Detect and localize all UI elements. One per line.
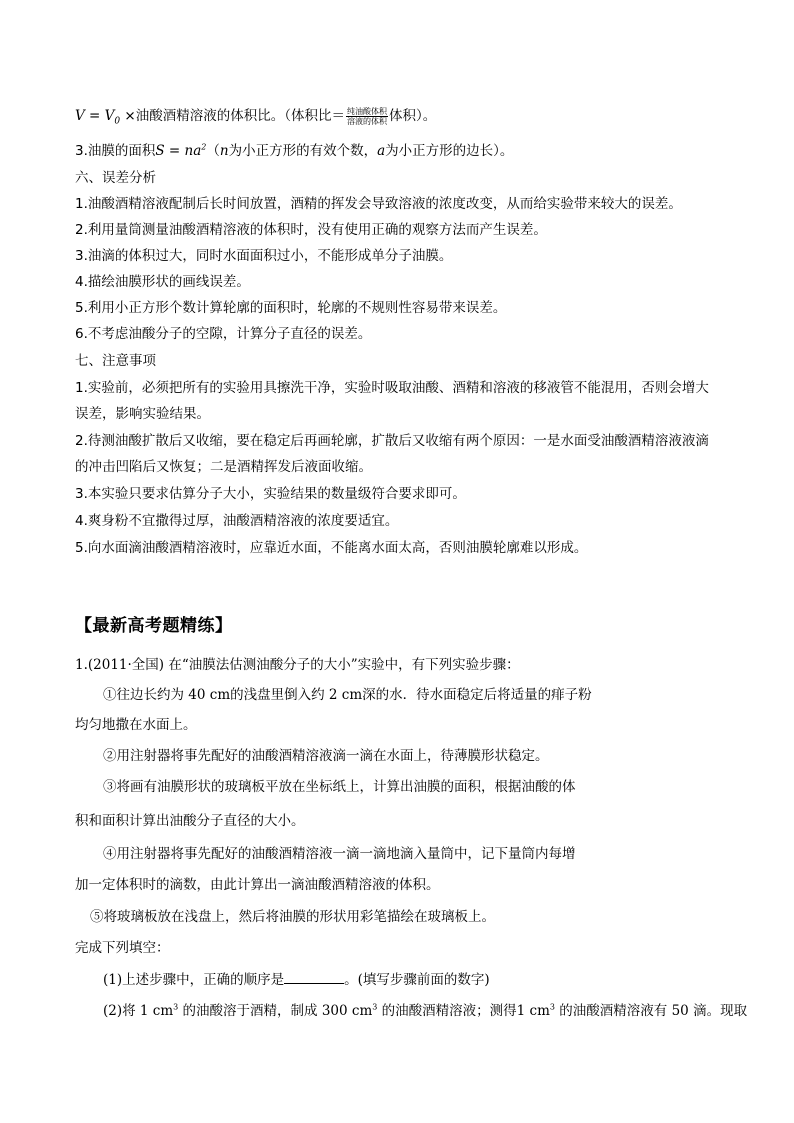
formula-v-lhs: V = V	[75, 108, 115, 124]
step-3-line-b: 积和面积计算出油酸分子直径的大小。	[75, 813, 305, 829]
error-item: 5.利用小正方形个数计算轮廓的面积时，轮廓的不规则性容易带来误差。	[75, 300, 507, 316]
answer-blank[interactable]	[284, 969, 344, 984]
notice-line: 5.向水面滴油酸酒精溶液时，应靠近水面，不能离水面太高，否则油膜轮廓难以形成。	[75, 540, 588, 556]
notice-line: 4.爽身粉不宜撒得过厚，油酸酒精溶液的浓度要适宜。	[75, 513, 399, 529]
step-4-line-b: 加一定体积时的滴数，由此计算出一滴油酸酒精溶液的体积。	[75, 877, 440, 893]
sub-question-2	[103, 1001, 747, 1021]
notice-line: 3.本实验只要求估算分子大小，实验结果的数量级符合要求即可。	[75, 486, 466, 502]
volume-ratio-fraction	[346, 107, 388, 126]
area-formula-a: a	[377, 143, 386, 159]
area-formula-mid2: 为小正方形的边长）。	[385, 143, 514, 159]
area-formula-line	[75, 141, 513, 161]
sub-question-2-part-b: 的油酸溶于酒精，制成 300 cm	[178, 1003, 373, 1019]
exam-section-heading: 【最新高考题精练】	[75, 616, 233, 636]
fill-in-title: 完成下列填空：	[75, 940, 170, 956]
formula-v-subscript: 0	[114, 116, 121, 127]
formula-v-mid: ×油酸酒精溶液的体积比。（体积比＝	[120, 108, 345, 124]
notice-line: 1.实验前，必须把所有的实验用具擦洗干净，实验时吸取油酸、酒精和溶液的移液管不能混用，否则会增大	[75, 380, 709, 396]
step-4-line-a: ④用注射器将事先配好的油酸酒精溶液一滴一滴地滴入量筒中，记下量筒内每增	[103, 846, 576, 862]
sub-question-2-part-d: 的油酸酒精溶液有 50 滴。现取	[555, 1003, 748, 1019]
cubic-superscript: 3	[173, 1002, 179, 1012]
error-item: 2.利用量筒测量油酸酒精溶液的体积时，没有使用正确的观察方法而产生误差。	[75, 222, 547, 238]
area-formula-math: S = na	[155, 143, 202, 159]
cubic-superscript: 3	[372, 1002, 378, 1012]
step-1-line-b: 均匀地撒在水面上。	[75, 717, 197, 733]
cubic-superscript: 3	[549, 1002, 556, 1012]
question-1-intro: 1.(2011·全国) 在“油膜法估测油酸分子的大小”实验中，有下列实验步骤：	[75, 657, 520, 673]
error-item: 4.描绘油膜形状的画线误差。	[75, 274, 250, 290]
sub-question-1-prefix: (1)上述步骤中，正确的顺序是	[103, 972, 285, 988]
step-2: ②用注射器将事先配好的油酸酒精溶液滴一滴在水面上，待薄膜形状稳定。	[103, 748, 549, 764]
area-formula-mid1: 为小正方形的有效个数，	[228, 143, 378, 159]
sub-question-1	[103, 969, 490, 990]
notice-line: 误差，影响实验结果。	[75, 406, 210, 422]
section-7-title: 七、注意事项	[75, 353, 156, 369]
volume-formula-line	[75, 106, 436, 132]
step-3-line-a: ③将画有油膜形状的玻璃板平放在坐标纸上，计算出油膜的面积，根据油酸的体	[103, 779, 576, 795]
notice-line: 的冲击凹陷后又恢复；二是酒精挥发后液面收缩。	[75, 459, 372, 475]
step-5: ⑤将玻璃板放在浅盘上，然后将油膜的形状用彩笔描绘在玻璃板上。	[90, 909, 495, 925]
area-formula-exponent: 2	[201, 142, 207, 152]
error-item: 3.油滴的体积过大，同时水面面积过小，不能形成单分子油膜。	[75, 248, 453, 264]
sub-question-2-part-c: 的油酸酒精溶液；测得1 cm	[377, 1003, 550, 1019]
area-formula-n: n	[219, 143, 229, 159]
notice-line: 2.待测油酸扩散后又收缩，要在稳定后再画轮廓，扩散后又收缩有两个原因：一是水面受油酸酒精溶液液滴	[75, 433, 709, 449]
area-formula-prefix: 3.油膜的面积	[75, 143, 156, 159]
fraction-denominator: 溶液的体积	[347, 116, 387, 126]
section-6-title: 六、误差分析	[75, 170, 156, 186]
formula-v-tail: 体积）。	[389, 108, 437, 124]
error-item: 6.不考虑油酸分子的空隙，计算分子直径的误差。	[75, 326, 372, 342]
error-item: 1.油酸酒精溶液配制后长时间放置，酒精的挥发会导致溶液的浓度改变，从而给实验带来较大的误差。	[75, 196, 682, 212]
area-formula-open: （	[206, 143, 220, 159]
sub-question-1-suffix: 。(填写步骤前面的数字)	[344, 972, 490, 988]
sub-question-2-part-a: (2)将 1 cm	[103, 1003, 174, 1019]
step-1-line-a: ①往边长约为 40 cm的浅盘里倒入约 2 cm深的水．待水面稳定后将适量的痱子粉	[103, 687, 592, 703]
fraction-numerator: 纯油酸体积	[347, 106, 387, 116]
